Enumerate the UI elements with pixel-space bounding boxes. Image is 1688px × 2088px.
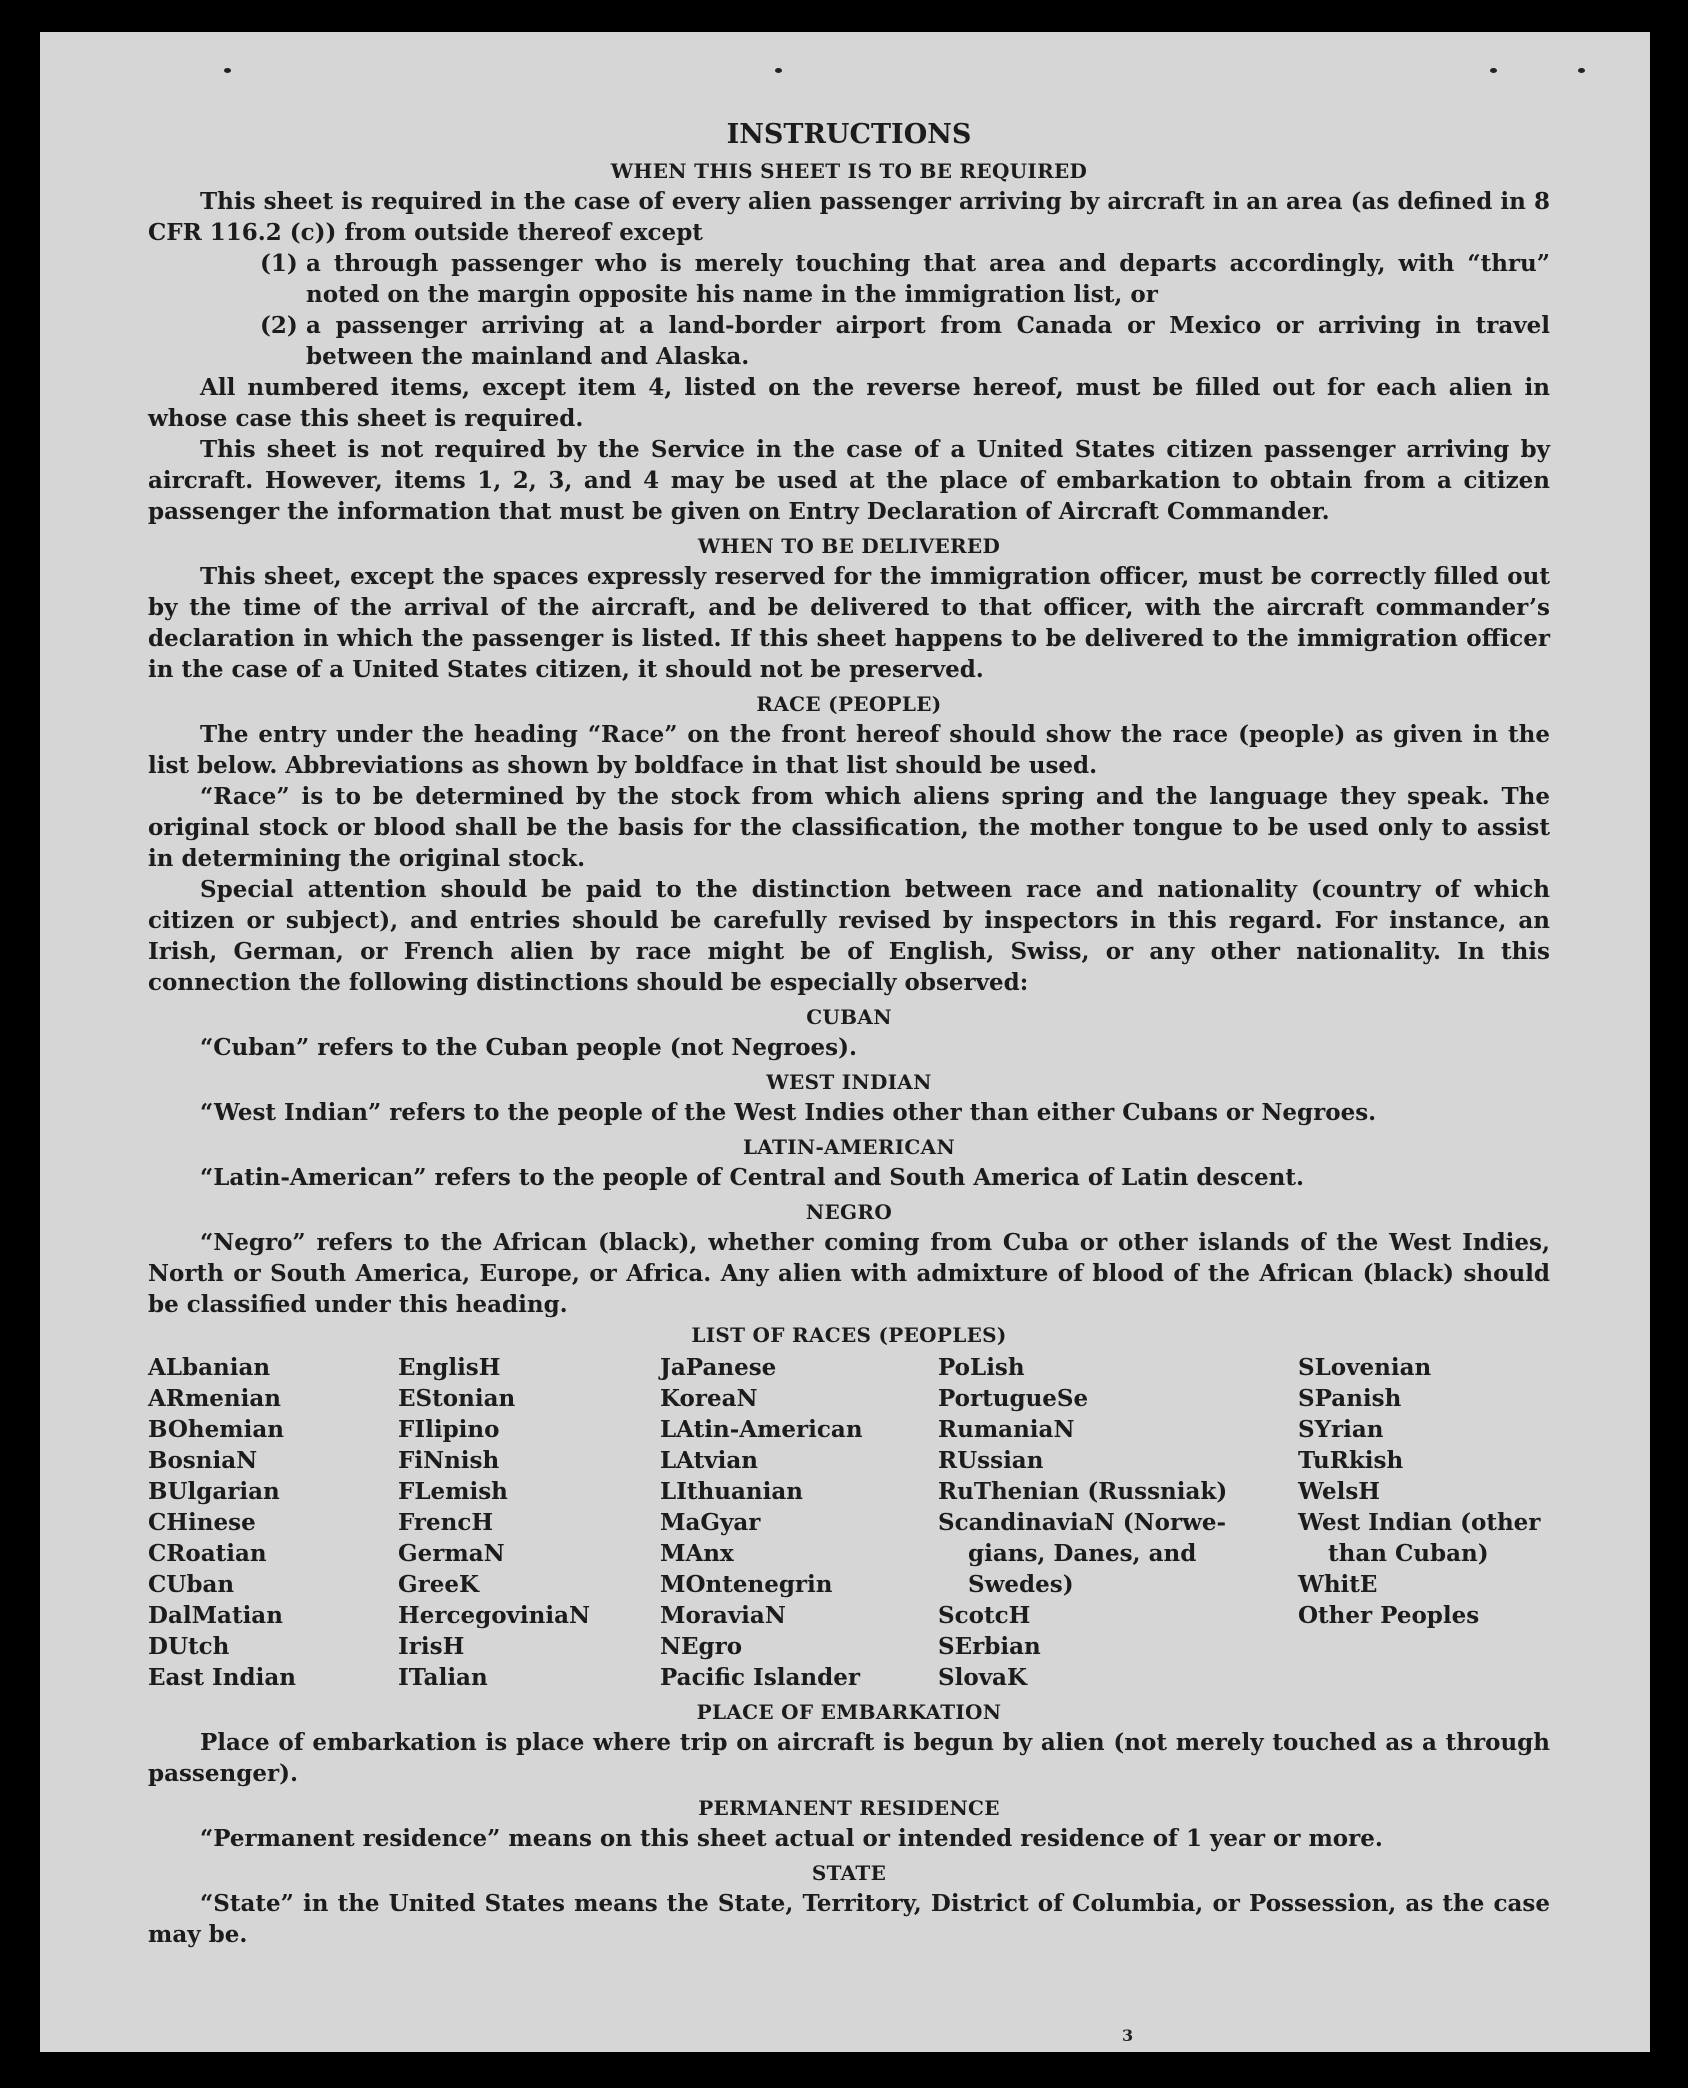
race-entry: CRoatian bbox=[148, 1540, 267, 1567]
race-entry: gians, Danes, and bbox=[968, 1540, 1197, 1567]
page-title: INSTRUCTIONS bbox=[726, 119, 972, 150]
race-entry: SlovaK bbox=[938, 1664, 1027, 1691]
ink-speck bbox=[775, 68, 782, 73]
heading-race: RACE (PEOPLE) bbox=[756, 692, 942, 716]
race-entry: GermaN bbox=[398, 1540, 505, 1567]
race-entry: EnglisH bbox=[398, 1354, 501, 1381]
race-entry: Pacific Islander bbox=[660, 1664, 860, 1691]
race-entry: DUtch bbox=[148, 1633, 230, 1660]
page-number: 3 bbox=[1122, 2026, 1134, 2045]
heading-cuban: CUBAN bbox=[806, 1005, 892, 1029]
ink-speck bbox=[1490, 68, 1497, 73]
heading-state: STATE bbox=[811, 1861, 887, 1885]
race-entry: SYrian bbox=[1298, 1416, 1384, 1443]
races-column-5 bbox=[1298, 1352, 1550, 1693]
race-entry: RuThenian (Russniak) bbox=[938, 1478, 1228, 1505]
heading-latin-american: LATIN-AMERICAN bbox=[742, 1135, 956, 1159]
item-text: a passenger arriving at a land-border airport from Canada or Mexico or arriving in travel between the mainland and Alaska. bbox=[306, 312, 1550, 370]
heading-when-required: WHEN THIS SHEET IS TO BE REQUIRED bbox=[610, 159, 1088, 183]
exception-item-1 bbox=[260, 248, 1550, 310]
paragraph-west-indian: “West Indian” refers to the people of the West Indies other than either Cubans or Negroes. bbox=[200, 1099, 1377, 1126]
race-entry: FIlipino bbox=[398, 1416, 500, 1443]
paragraph-race-definition: “Race” is to be determined by the stock from which aliens spring and the language they speak. The original stock or blood shall be the basis for the classification, the mother tongue to be used only to assist in determining the original stock. bbox=[148, 783, 1550, 872]
race-entry: LAtin-American bbox=[660, 1416, 863, 1443]
race-entry: than Cuban) bbox=[1328, 1540, 1489, 1567]
paragraph-negro: “Negro” refers to the African (black), whether coming from Cuba or other islands of the West Indies, North or South America, Europe, or Africa. Any alien with admixture of blood of the African (black) should be classified under this heading. bbox=[148, 1229, 1550, 1318]
race-entry: JaPanese bbox=[660, 1354, 777, 1381]
heading-west-indian: WEST INDIAN bbox=[766, 1070, 932, 1094]
race-entry: PortugueSe bbox=[938, 1385, 1089, 1412]
paragraph-cuban: “Cuban” refers to the Cuban people (not Negroes). bbox=[200, 1034, 858, 1061]
races-list bbox=[148, 1352, 1550, 1693]
races-column-1 bbox=[148, 1352, 398, 1693]
race-entry: SLovenian bbox=[1298, 1354, 1432, 1381]
ink-speck bbox=[224, 68, 231, 73]
race-entry: BUlgarian bbox=[148, 1478, 280, 1505]
race-entry: RUssian bbox=[938, 1447, 1044, 1474]
race-entry: ARmenian bbox=[148, 1385, 282, 1412]
race-entry: BosniaN bbox=[148, 1447, 258, 1474]
races-column-3 bbox=[660, 1352, 938, 1693]
race-entry: SPanish bbox=[1298, 1385, 1402, 1412]
item-number: (2) bbox=[260, 312, 298, 339]
race-entry: ScandinaviaN (Norwe- bbox=[938, 1509, 1227, 1536]
race-entry: DalMatian bbox=[148, 1602, 283, 1629]
race-entry: MaGyar bbox=[660, 1509, 761, 1536]
race-entry: IrisH bbox=[398, 1633, 465, 1660]
race-entry: WhitE bbox=[1298, 1571, 1378, 1598]
race-entry: ITalian bbox=[398, 1664, 488, 1691]
paragraph-race-entry: The entry under the heading “Race” on the front hereof should show the race (people) as given in the list below. Abbreviations as shown by boldface in that list should be used. bbox=[148, 721, 1550, 779]
race-entry: MOntenegrin bbox=[660, 1571, 833, 1598]
paragraph-latin-american: “Latin-American” refers to the people of Central and South America of Latin descent. bbox=[200, 1164, 1304, 1191]
paragraph-permanent-residence: “Permanent residence” means on this sheet actual or intended residence of 1 year or more. bbox=[200, 1825, 1383, 1852]
race-entry: MAnx bbox=[660, 1540, 734, 1567]
race-entry: LAtvian bbox=[660, 1447, 758, 1474]
race-entry: PoLish bbox=[938, 1354, 1025, 1381]
item-text: a through passenger who is merely touching that area and departs accordingly, with “thru” noted on the margin opposite his name in the immigration list, or bbox=[306, 250, 1550, 308]
race-entry: MoraviaN bbox=[660, 1602, 786, 1629]
race-entry: FiNnish bbox=[398, 1447, 500, 1474]
paragraph-citizen: This sheet is not required by the Service in the case of a United States citizen passenger arriving by aircraft. However, items 1, 2, 3, and 4 may be used at the place of embarkation to obtain from a citizen passenger the information that must be given on Entry Declaration of Aircraft Commander. bbox=[148, 436, 1550, 525]
paragraph-numbered-items: All numbered items, except item 4, listed on the reverse hereof, must be filled out for each alien in whose case this sheet is required. bbox=[148, 374, 1550, 432]
race-entry: GreeK bbox=[398, 1571, 480, 1598]
paragraph-race-nationality: Special attention should be paid to the distinction between race and nationality (country of which citizen or subject), and entries should be carefully revised by inspectors in this regard. For instance, an Irish, German, or French alien by race might be of English, Swiss, or any other nationality. In this connection the following distinctions should be especially observed: bbox=[148, 876, 1550, 996]
race-entry: NEgro bbox=[660, 1633, 743, 1660]
race-entry: West Indian (other bbox=[1298, 1509, 1541, 1536]
race-entry: FrencH bbox=[398, 1509, 494, 1536]
race-entry: Swedes) bbox=[968, 1571, 1074, 1598]
race-entry: LIthuanian bbox=[660, 1478, 803, 1505]
heading-list-of-races: LIST OF RACES (PEOPLES) bbox=[691, 1323, 1007, 1347]
item-number: (1) bbox=[260, 250, 298, 277]
races-column-2 bbox=[398, 1352, 660, 1693]
paragraph-state: “State” in the United States means the State, Territory, District of Columbia, or Possession, as the case may be. bbox=[148, 1890, 1550, 1948]
race-entry: WelsH bbox=[1298, 1478, 1381, 1505]
race-entry: TuRkish bbox=[1298, 1447, 1404, 1474]
race-entry: RumaniaN bbox=[938, 1416, 1075, 1443]
race-entry: East Indian bbox=[148, 1664, 296, 1691]
paragraph-requirement: This sheet is required in the case of every alien passenger arriving by aircraft in an area (as defined in 8 CFR 116.2 (c)) from outside thereof except bbox=[148, 188, 1550, 246]
heading-embarkation: PLACE OF EMBARKATION bbox=[696, 1700, 1002, 1724]
heading-permanent-residence: PERMANENT RESIDENCE bbox=[698, 1796, 1000, 1820]
race-entry: ScotcH bbox=[938, 1602, 1031, 1629]
heading-negro: NEGRO bbox=[805, 1200, 893, 1224]
ink-speck bbox=[1578, 68, 1585, 73]
paragraph-delivery: This sheet, except the spaces expressly reserved for the immigration officer, must be correctly filled out by the time of the arrival of the aircraft, and be delivered to that officer, with the aircraft commander’s declaration in which the passenger is listed. If this sheet happens to be delivered to the immigration officer in the case of a United States citizen, it should not be preserved. bbox=[148, 563, 1550, 683]
instructions-content bbox=[148, 112, 1550, 1950]
race-entry: EStonian bbox=[398, 1385, 516, 1412]
race-entry: ALbanian bbox=[148, 1354, 271, 1381]
exception-item-2 bbox=[260, 310, 1550, 372]
race-entry: HercegoviniaN bbox=[398, 1602, 591, 1629]
race-entry: BOhemian bbox=[148, 1416, 284, 1443]
races-column-4 bbox=[938, 1352, 1298, 1693]
paragraph-embarkation: Place of embarkation is place where trip on aircraft is begun by alien (not merely touched as a through passenger). bbox=[148, 1729, 1550, 1787]
race-entry: SErbian bbox=[938, 1633, 1041, 1660]
heading-when-delivered: WHEN TO BE DELIVERED bbox=[697, 534, 1001, 558]
race-entry: CHinese bbox=[148, 1509, 256, 1536]
race-entry: Other Peoples bbox=[1298, 1602, 1480, 1629]
race-entry: FLemish bbox=[398, 1478, 508, 1505]
race-entry: CUban bbox=[148, 1571, 235, 1598]
race-entry: KoreaN bbox=[660, 1385, 758, 1412]
document-page bbox=[40, 32, 1650, 2052]
